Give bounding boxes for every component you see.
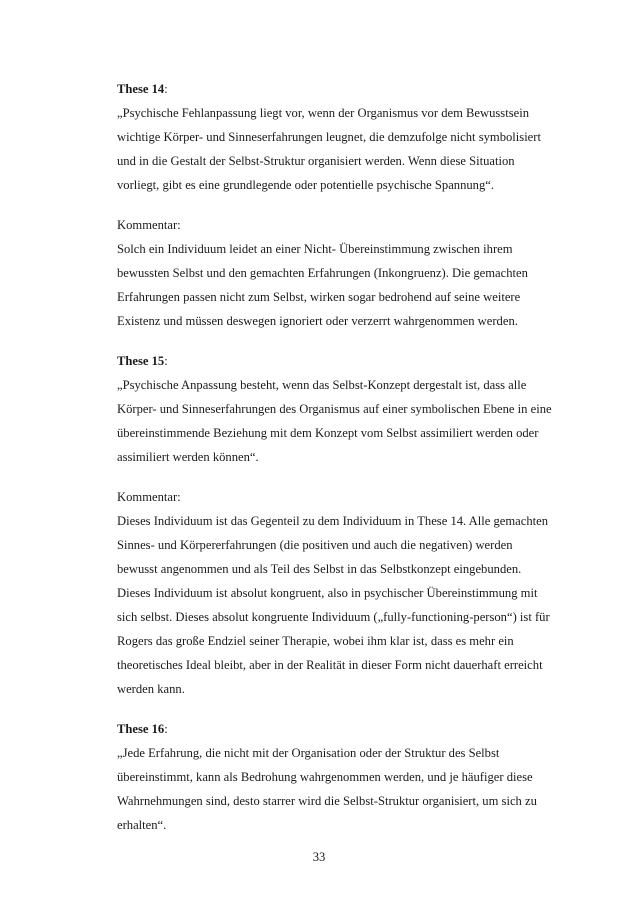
kommentar-15-label: Kommentar: xyxy=(117,490,181,504)
these-16-line-1: „Jede Erfahrung, die nicht mit der Organisation oder der Struktur des Selbst xyxy=(117,746,500,760)
these-14-heading xyxy=(117,81,168,97)
these-14-line-4: vorliegt, gibt es eine grundlegende oder potentielle psychische Spannung“. xyxy=(117,178,495,192)
these-14-line-1: „Psychische Fehlanpassung liegt vor, wenn der Organismus vor dem Bewusstsein xyxy=(117,106,529,120)
kommentar-14-line-2: bewussten Selbst und den gemachten Erfahrungen (Inkongruenz). Die gemachten xyxy=(117,266,528,280)
kommentar-15-line-6: Rogers das große Endziel seiner Therapie, wobei ihm klar ist, dass es mehr ein xyxy=(117,634,514,648)
these-16-label: These 16 xyxy=(117,722,165,736)
these-15-heading xyxy=(117,353,168,369)
kommentar-15-line-7: theoretisches Ideal bleibt, aber in der Realität in dieser Form nicht dauerhaft erreicht xyxy=(117,658,543,672)
page-number: 33 xyxy=(312,850,326,864)
kommentar-15-line-4: Dieses Individuum ist absolut kongruent, also in psychischer Übereinstimmung mit xyxy=(117,586,538,600)
kommentar-15-line-8: werden kann. xyxy=(117,682,185,696)
kommentar-14-line-4: Existenz und müssen deswegen ignoriert oder verzerrt wahrgenommen werden. xyxy=(117,314,518,328)
these-16-heading xyxy=(117,721,168,737)
these-14-line-3: und in die Gestalt der Selbst-Struktur organisiert werden. Wenn diese Situation xyxy=(117,154,515,168)
kommentar-14-line-3: Erfahrungen passen nicht zum Selbst, wirken sogar bedrohend auf seine weitere xyxy=(117,290,521,304)
kommentar-15-line-1: Dieses Individuum ist das Gegenteil zu dem Individuum in These 14. Alle gemachten xyxy=(117,514,549,528)
these-15-label: These 15 xyxy=(117,354,165,368)
these-15-line-3: übereinstimmende Beziehung mit dem Konzept vom Selbst assimiliert werden oder xyxy=(117,426,539,440)
these-15-line-4: assimiliert werden können“. xyxy=(117,450,259,464)
these-15-line-1: „Psychische Anpassung besteht, wenn das Selbst-Konzept dergestalt ist, dass alle xyxy=(117,378,527,392)
kommentar-15-line-2: Sinnes- und Körpererfahrungen (die positiven und auch die negativen) werden xyxy=(117,538,513,552)
these-16-line-3: Wahrnehmungen sind, desto starrer wird die Selbst-Struktur organisiert, um sich zu xyxy=(117,794,537,808)
kommentar-14-line-1: Solch ein Individuum leidet an einer Nicht- Übereinstimmung zwischen ihrem xyxy=(117,242,513,256)
kommentar-15-line-5: sich selbst. Dieses absolut kongruente Individuum („fully-functioning-person“) ist für xyxy=(117,610,550,624)
these-16-colon: : xyxy=(164,722,168,736)
these-15-line-2: Körper- und Sinneserfahrungen des Organismus auf einer symbolischen Ebene in eine xyxy=(117,402,552,416)
kommentar-14-label: Kommentar: xyxy=(117,218,181,232)
kommentar-15-line-3: bewusst angenommen und als Teil des Selbst in das Selbstkonzept eingebunden. xyxy=(117,562,522,576)
these-14-label: These 14 xyxy=(117,82,165,96)
these-14-line-2: wichtige Körper- und Sinneserfahrungen leugnet, die demzufolge nicht symbolisiert xyxy=(117,130,541,144)
these-15-colon: : xyxy=(164,354,168,368)
these-14-colon: : xyxy=(164,82,168,96)
these-16-line-4: erhalten“. xyxy=(117,818,167,832)
these-16-line-2: übereinstimmt, kann als Bedrohung wahrgenommen werden, und je häufiger diese xyxy=(117,770,533,784)
